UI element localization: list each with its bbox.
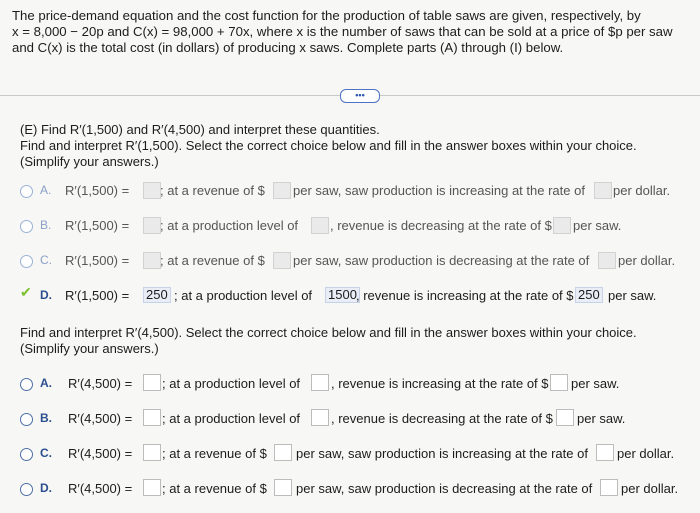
part-2-simplify: (Simplify your answers.)	[20, 341, 159, 356]
option-c-letter: C.	[40, 253, 52, 267]
option-b-text-3: per saw.	[573, 218, 622, 233]
option2-a-answer-box-2[interactable]	[311, 374, 329, 391]
option-a-text-2: per saw, saw production is increasing at the rate of	[293, 183, 585, 198]
option2-a-text-1: ; at a production level of	[162, 376, 301, 391]
option-b-letter: B.	[40, 218, 52, 232]
part-e-title: (E) Find R′(1,500) and R′(4,500) and interpret these quantities.	[20, 122, 380, 137]
option2-d-lhs: R′(4,500) =	[68, 481, 133, 496]
option2-b-text-3: per saw.	[577, 411, 626, 426]
option-c-answer-box-2[interactable]	[273, 252, 291, 269]
option-d-letter: D.	[40, 288, 52, 302]
option-b-answer-box-1[interactable]	[143, 217, 161, 234]
option-a-answer-box-2[interactable]	[273, 182, 291, 199]
option2-c-text-2: per saw, saw production is increasing at the rate of	[296, 446, 588, 461]
option-a-text-1: ; at a revenue of $	[160, 183, 265, 198]
intro-line-2: x = 8,000 − 20p and C(x) = 98,000 + 70x, where x is the number of saws that can be sold at a price of $p per saw	[12, 24, 673, 39]
option-c-answer-box-3[interactable]	[598, 252, 616, 269]
option-b-lhs: R′(1,500) =	[65, 218, 130, 233]
option2-a-text-2: , revenue is increasing at the rate of $	[331, 376, 549, 391]
option-b-text-1: ; at a production level of	[160, 218, 299, 233]
option2-c-answer-box-3[interactable]	[596, 444, 614, 461]
option2-d-text-2: per saw, saw production is decreasing at the rate of	[296, 481, 593, 496]
option2-d-answer-box-1[interactable]	[143, 479, 161, 496]
option2-d-answer-box-3[interactable]	[600, 479, 618, 496]
option2-b-answer-box-1[interactable]	[143, 409, 161, 426]
expand-more-button[interactable]: •••	[340, 89, 380, 103]
option2-c-radio[interactable]	[20, 448, 33, 461]
option-a-answer-box-1[interactable]	[143, 182, 161, 199]
option-d-text-2: , revenue is increasing at the rate of $	[356, 288, 574, 303]
option2-a-text-3: per saw.	[571, 376, 620, 391]
option-c-answer-box-1[interactable]	[143, 252, 161, 269]
option2-a-answer-box-1[interactable]	[143, 374, 161, 391]
option-a-radio[interactable]	[20, 185, 33, 198]
intro-line-1: The price-demand equation and the cost function for the production of table saws are given, respectively, by	[12, 8, 641, 23]
option-d-answer-1[interactable]: 250	[143, 287, 171, 303]
option-d-answer-2[interactable]: 1500	[325, 287, 360, 303]
option2-b-lhs: R′(4,500) =	[68, 411, 133, 426]
option-d-answer-3[interactable]: 250	[575, 287, 603, 303]
option-b-radio[interactable]	[20, 220, 33, 233]
option2-b-answer-box-2[interactable]	[311, 409, 329, 426]
option2-c-lhs: R′(4,500) =	[68, 446, 133, 461]
option-b-answer-box-2[interactable]	[311, 217, 329, 234]
option2-a-letter: A.	[40, 376, 52, 390]
option-c-radio[interactable]	[20, 255, 33, 268]
option2-d-text-3: per dollar.	[621, 481, 679, 496]
option-a-letter: A.	[40, 183, 52, 197]
option-b-text-2: , revenue is decreasing at the rate of $	[330, 218, 552, 233]
option2-c-text-3: per dollar.	[617, 446, 675, 461]
option-c-text-2: per saw, saw production is decreasing at the rate of	[293, 253, 590, 268]
option-c-text-3: per dollar.	[618, 253, 676, 268]
part-2-instruction: Find and interpret R′(4,500). Select the correct choice below and fill in the answer boxes within your choice.	[20, 325, 637, 340]
option-d-text-3: per saw.	[608, 288, 657, 303]
option-c-lhs: R′(1,500) =	[65, 253, 130, 268]
option2-a-answer-box-3[interactable]	[550, 374, 568, 391]
option2-d-letter: D.	[40, 481, 52, 495]
option-d-lhs: R′(1,500) =	[65, 288, 130, 303]
option2-b-text-2: , revenue is decreasing at the rate of $	[331, 411, 553, 426]
option2-c-text-1: ; at a revenue of $	[162, 446, 267, 461]
option2-a-radio[interactable]	[20, 378, 33, 391]
selected-check-icon: ✔	[20, 284, 32, 300]
part-e-simplify: (Simplify your answers.)	[20, 154, 159, 169]
intro-line-3: and C(x) is the total cost (in dollars) of producing x saws. Complete parts (A) through (I) below.	[12, 40, 564, 55]
part-e-instruction: Find and interpret R′(1,500). Select the correct choice below and fill in the answer boxes within your choice.	[20, 138, 637, 153]
option2-b-radio[interactable]	[20, 413, 33, 426]
option-a-answer-box-3[interactable]	[594, 182, 612, 199]
option2-d-answer-box-2[interactable]	[274, 479, 292, 496]
option-a-text-3: per dollar.	[613, 183, 671, 198]
option-d-text-1: ; at a production level of	[174, 288, 313, 303]
option-a-lhs: R′(1,500) =	[65, 183, 130, 198]
problem-statement	[12, 8, 692, 56]
option2-c-answer-box-2[interactable]	[274, 444, 292, 461]
option-c-text-1: ; at a revenue of $	[160, 253, 265, 268]
option2-b-text-1: ; at a production level of	[162, 411, 301, 426]
option2-c-letter: C.	[40, 446, 52, 460]
option2-d-radio[interactable]	[20, 483, 33, 496]
option2-a-lhs: R′(4,500) =	[68, 376, 133, 391]
option2-b-answer-box-3[interactable]	[556, 409, 574, 426]
option-b-answer-box-3[interactable]	[553, 217, 571, 234]
option2-b-letter: B.	[40, 411, 52, 425]
option2-c-answer-box-1[interactable]	[143, 444, 161, 461]
option2-d-text-1: ; at a revenue of $	[162, 481, 267, 496]
